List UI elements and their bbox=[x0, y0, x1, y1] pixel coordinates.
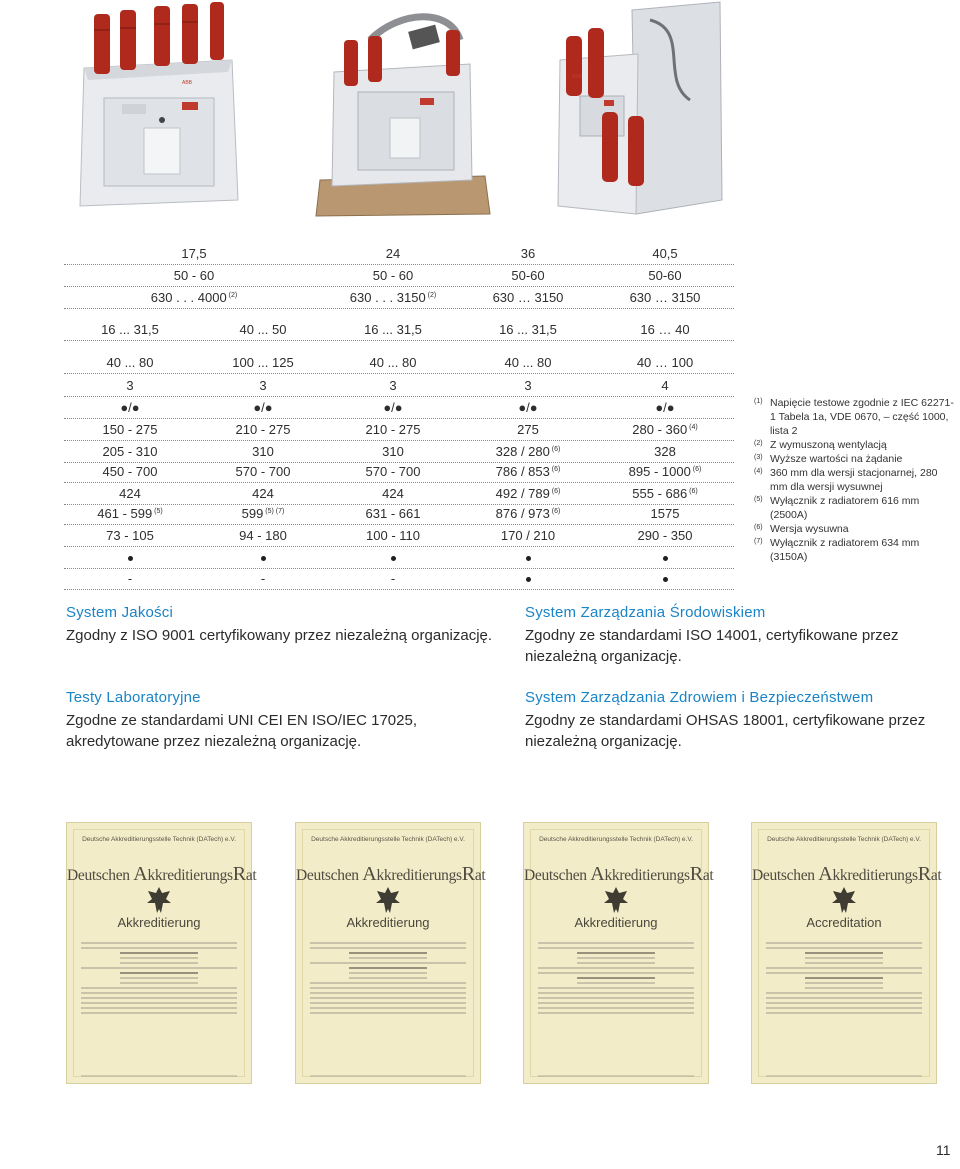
eagle-emblem-icon bbox=[603, 885, 629, 915]
table-row bbox=[64, 504, 734, 525]
table-cell: 630 … 3150 bbox=[492, 290, 564, 305]
table-cell: ●/● bbox=[518, 400, 538, 415]
breaker-photo-side bbox=[540, 0, 725, 218]
footnote: (3) Wyższe wartości na żądanie bbox=[754, 453, 903, 465]
table-cell bbox=[598, 571, 732, 587]
table-cell: 895 - 1000 $^{(6)}$ bbox=[628, 464, 702, 479]
table-cell: 40 ... 80 bbox=[106, 355, 154, 370]
table-cell: ●/● bbox=[383, 400, 403, 415]
certificate-rat: Deutschen AkkreditierungsRat bbox=[524, 863, 714, 885]
footnote: (1) Napięcie testowe zgodnie z IEC 62271-1 Tabela 1a, VDE 0670, – część 1000, lista 2 bbox=[754, 397, 954, 437]
table-cell bbox=[598, 550, 732, 566]
certificate-body bbox=[81, 939, 237, 1017]
certificate-body bbox=[538, 939, 694, 1017]
table-cell: 492 / 789 $^{(6)}$ bbox=[495, 486, 561, 501]
table-row bbox=[64, 244, 734, 265]
table-row bbox=[64, 569, 734, 590]
eagle-emblem-icon bbox=[146, 885, 172, 915]
bullet-dot-icon bbox=[391, 556, 396, 561]
table-cell: 100 - 110 bbox=[366, 528, 420, 543]
certificate-heading: Akkreditierung bbox=[117, 915, 201, 930]
table-cell: 570 - 700 bbox=[365, 464, 421, 479]
breaker-photo-withdrawable bbox=[310, 0, 495, 218]
certificate-org: Deutsche Akkreditierungsstelle Technik (DATech) e.V. bbox=[82, 836, 236, 843]
table-cell: 599 $^{(5) (7)}$ bbox=[241, 506, 285, 521]
table-cell bbox=[458, 571, 598, 587]
certificate bbox=[66, 822, 257, 1084]
table-cell: 3 bbox=[524, 378, 532, 393]
certificate-rat: Deutschen AkkreditierungsRat bbox=[752, 863, 942, 885]
table-row bbox=[64, 320, 734, 341]
table-cell: 275 bbox=[517, 422, 539, 437]
table-cell: 16 ... 31,5 bbox=[101, 322, 159, 337]
section-environment bbox=[525, 603, 955, 667]
table-cell: 40 ... 50 bbox=[239, 322, 287, 337]
table-cell: 16 ... 31,5 bbox=[364, 322, 422, 337]
certificate-body bbox=[310, 939, 466, 1017]
table-cell: 424 bbox=[252, 486, 274, 501]
table-cell: 170 / 210 bbox=[500, 528, 556, 543]
table-cell: 94 - 180 bbox=[239, 528, 287, 543]
table-row bbox=[64, 442, 734, 463]
certificate-rat: Deutschen AkkreditierungsRat bbox=[67, 863, 257, 885]
table-cell: 450 - 700 bbox=[102, 464, 158, 479]
table-cell bbox=[196, 550, 330, 566]
table-cell: ●/● bbox=[253, 400, 273, 415]
table-cell: 17,5 bbox=[181, 246, 207, 261]
table-cell: 205 - 310 bbox=[102, 444, 158, 459]
table-cell: 40,5 bbox=[652, 246, 678, 261]
table-cell: 50 - 60 bbox=[173, 268, 215, 283]
table-cell: 290 - 350 bbox=[637, 528, 693, 543]
table-cell: 786 / 853 $^{(6)}$ bbox=[495, 464, 561, 479]
table-cell: 424 bbox=[119, 486, 141, 501]
table-cell: 40 … 100 bbox=[636, 355, 694, 370]
table-cell: 24 bbox=[385, 246, 401, 261]
table-cell: 36 bbox=[520, 246, 536, 261]
page-number: 11 bbox=[936, 1142, 951, 1158]
table-cell: 310 bbox=[382, 444, 404, 459]
certificate-body bbox=[766, 939, 922, 1017]
certificate-org: Deutsche Akkreditierungsstelle Technik (DATech) e.V. bbox=[539, 836, 693, 843]
section-title: System Jakości bbox=[66, 604, 173, 621]
table-cell: 50 - 60 bbox=[372, 268, 414, 283]
bullet-dot-icon bbox=[526, 577, 531, 582]
table-row bbox=[64, 548, 734, 569]
eagle-emblem-icon bbox=[375, 885, 401, 915]
section-title: Testy Laboratoryjne bbox=[66, 689, 201, 706]
section-quality bbox=[66, 603, 496, 646]
table-cell: 630 … 3150 bbox=[629, 290, 701, 305]
table-cell: - bbox=[390, 571, 396, 586]
table-cell: 3 bbox=[126, 378, 134, 393]
certificate-heading: Akkreditierung bbox=[574, 915, 658, 930]
table-cell: 50-60 bbox=[511, 268, 545, 283]
table-cell bbox=[64, 550, 196, 566]
table-cell: 310 bbox=[252, 444, 274, 459]
footnote: (6) Wersja wysuwna bbox=[754, 523, 849, 535]
table-cell: 570 - 700 bbox=[235, 464, 291, 479]
table-cell: 3 bbox=[389, 378, 397, 393]
table-cell: 555 - 686 $^{(6)}$ bbox=[632, 486, 698, 501]
table-cell: 210 - 275 bbox=[235, 422, 291, 437]
certificate-org: Deutsche Akkreditierungsstelle Technik (DATech) e.V. bbox=[767, 836, 921, 843]
table-row bbox=[64, 266, 734, 287]
section-title: System Zarządzania Zdrowiem i Bezpieczeństwem bbox=[525, 689, 874, 706]
footnote: (4) 360 mm dla wersji stacjonarnej, 280 mm dla wersji wysuwnej bbox=[754, 467, 938, 493]
footnote: (5) Wyłącznik z radiatorem 616 mm (2500A) bbox=[754, 495, 920, 521]
svg-text:ABB: ABB bbox=[182, 80, 193, 86]
certificate-rat: Deutschen AkkreditierungsRat bbox=[296, 863, 486, 885]
table-cell: 631 - 661 bbox=[365, 506, 421, 521]
bullet-dot-icon bbox=[526, 556, 531, 561]
svg-text:ABB: ABB bbox=[572, 74, 583, 80]
section-body: Zgodny ze standardami OHSAS 18001, certyfikowane przez niezależną organizację. bbox=[525, 712, 926, 750]
section-title: System Zarządzania Środowiskiem bbox=[525, 604, 766, 621]
table-row bbox=[64, 288, 734, 309]
bullet-dot-icon bbox=[663, 577, 668, 582]
table-cell: 40 ... 80 bbox=[504, 355, 552, 370]
footnote: (2) Z wymuszoną wentylacją bbox=[754, 439, 887, 451]
breaker-photo-fixed bbox=[62, 0, 252, 215]
table-row bbox=[64, 462, 734, 483]
bullet-dot-icon bbox=[128, 556, 133, 561]
table-cell: 630 . . . 4000 $^{(2)}$ bbox=[150, 290, 238, 305]
table-cell: 73 - 105 bbox=[106, 528, 154, 543]
table-row bbox=[64, 484, 734, 505]
table-cell: 40 ... 80 bbox=[369, 355, 417, 370]
table-cell: 100 ... 125 bbox=[232, 355, 294, 370]
table-row bbox=[64, 353, 734, 374]
table-cell: 16 … 40 bbox=[640, 322, 690, 337]
table-cell: 630 . . . 3150 $^{(2)}$ bbox=[349, 290, 437, 305]
table-cell: 3 bbox=[259, 378, 267, 393]
bullet-dot-icon bbox=[663, 556, 668, 561]
table-cell: 424 bbox=[382, 486, 404, 501]
certificate bbox=[523, 822, 714, 1084]
table-cell: 150 - 275 bbox=[102, 422, 158, 437]
table-cell: 280 - 360 $^{(4)}$ bbox=[632, 422, 698, 437]
certificate bbox=[751, 822, 942, 1084]
footnote: (7) Wyłącznik z radiatorem 634 mm (3150A) bbox=[754, 537, 920, 563]
table-cell: ●/● bbox=[120, 400, 140, 415]
table-cell bbox=[458, 550, 598, 566]
table-cell: 876 / 973 $^{(6)}$ bbox=[495, 506, 561, 521]
eagle-emblem-icon bbox=[831, 885, 857, 915]
certificate bbox=[295, 822, 486, 1084]
section-body: Zgodny ze standardami ISO 14001, certyfikowane przez niezależną organizację. bbox=[525, 627, 899, 665]
section-health bbox=[525, 688, 955, 752]
table-row bbox=[64, 420, 734, 441]
table-row bbox=[64, 526, 734, 547]
section-body: Zgodne ze standardami UNI CEI EN ISO/IEC 17025, akredytowane przez niezależną organizację. bbox=[66, 712, 417, 750]
certificate-heading: Akkreditierung bbox=[346, 915, 430, 930]
table-cell: 210 - 275 bbox=[365, 422, 421, 437]
table-row bbox=[64, 376, 734, 397]
table-cell: 328 / 280 $^{(6)}$ bbox=[495, 444, 561, 459]
table-cell bbox=[328, 550, 458, 566]
certificate-heading: Accreditation bbox=[806, 915, 882, 930]
table-cell: 50-60 bbox=[648, 268, 682, 283]
table-cell: 461 - 599 $^{(5)}$ bbox=[97, 506, 163, 521]
table-cell: 4 bbox=[661, 378, 669, 393]
section-lab bbox=[66, 688, 496, 752]
footnotes bbox=[754, 396, 954, 564]
table-cell: ●/● bbox=[655, 400, 675, 415]
table-cell: 328 bbox=[654, 444, 676, 459]
table-row bbox=[64, 398, 734, 419]
table-cell: 16 ... 31,5 bbox=[499, 322, 557, 337]
table-cell: - bbox=[260, 571, 266, 586]
table-cell: - bbox=[127, 571, 133, 586]
certificate-org: Deutsche Akkreditierungsstelle Technik (DATech) e.V. bbox=[311, 836, 465, 843]
bullet-dot-icon bbox=[261, 556, 266, 561]
table-cell: 1575 bbox=[650, 506, 680, 521]
section-body: Zgodny z ISO 9001 certyfikowany przez niezależną organizację. bbox=[66, 627, 493, 644]
